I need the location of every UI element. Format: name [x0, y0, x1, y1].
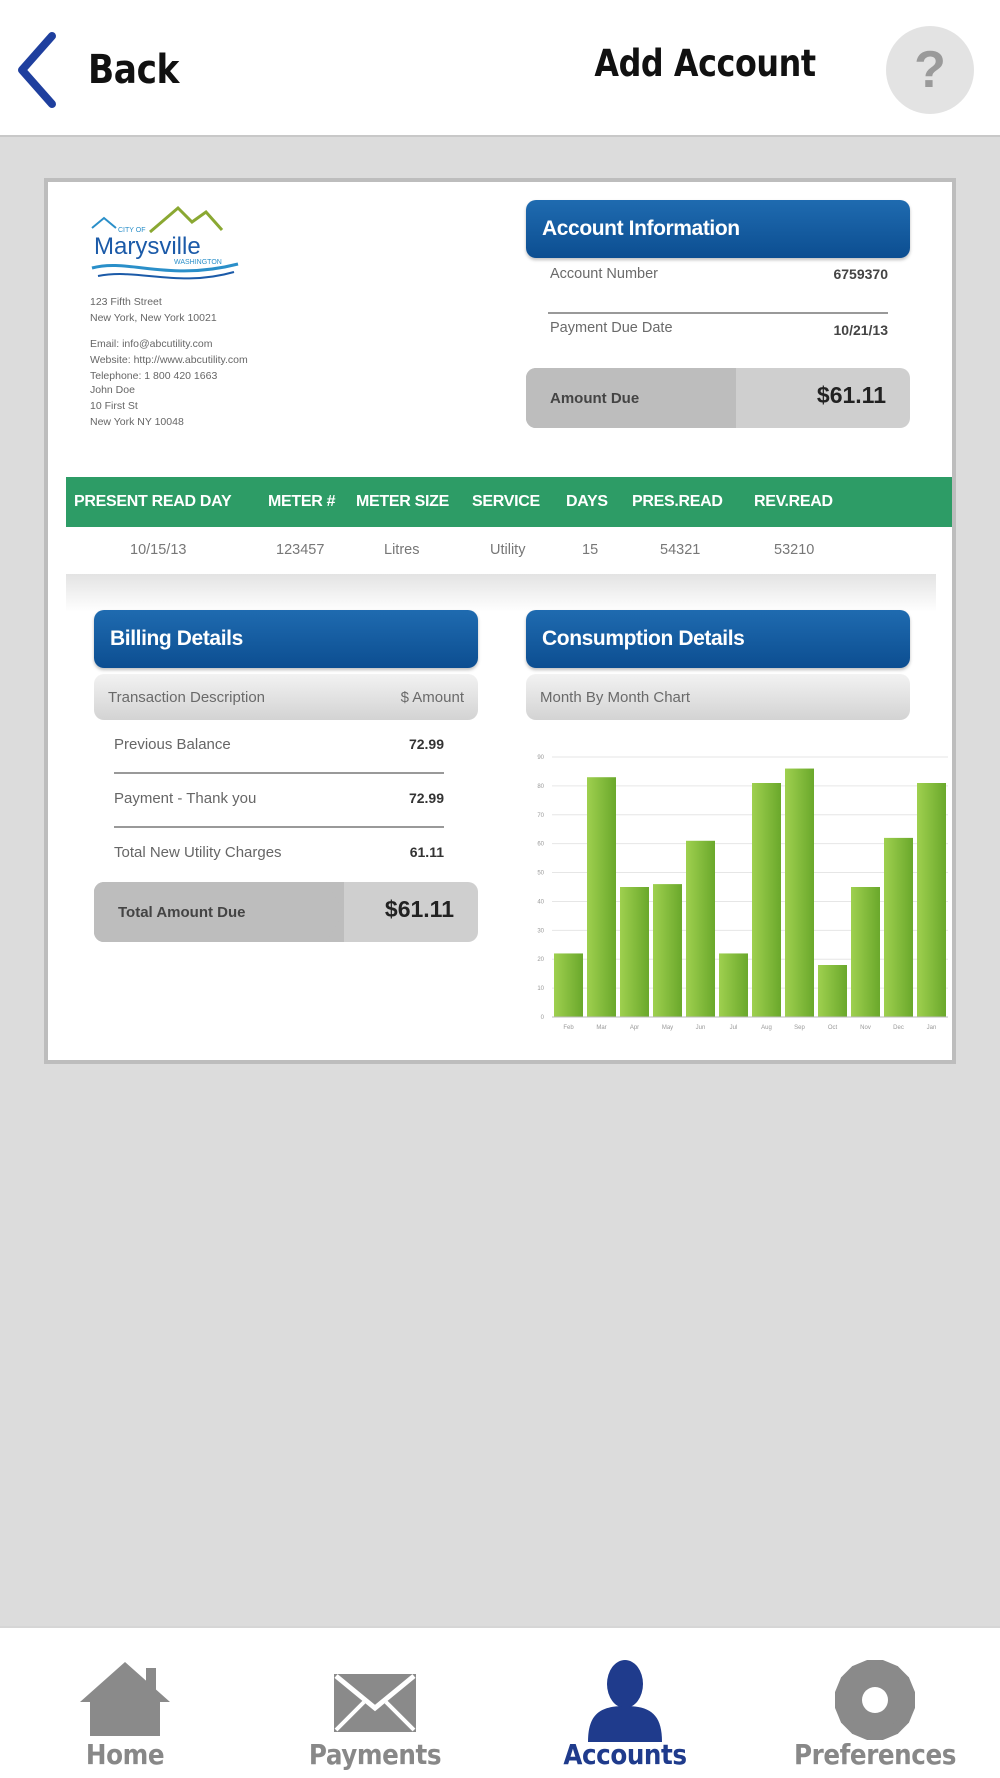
description-col-header: Transaction Description: [108, 688, 266, 706]
chart-bar: [554, 953, 583, 1017]
meter-col-header: PRES.READ: [632, 493, 723, 510]
tab-label: Preferences: [794, 1738, 956, 1771]
meter-cell: 15: [582, 542, 599, 558]
meter-cell: 123457: [276, 542, 325, 558]
meter-cell: Litres: [384, 542, 420, 558]
amount-due-label: Amount Due: [550, 390, 640, 407]
meter-cell: 53210: [774, 542, 815, 558]
utility-contact: Email: info@abcutility.com Website: http://www.abcutility.com Telephone: 1 800 420 1663: [90, 338, 248, 382]
chart-bar: [686, 841, 715, 1017]
billing-row: Payment - Thank you 72.99: [114, 790, 444, 807]
chart-bar: [620, 887, 649, 1017]
tab-label: Accounts: [563, 1738, 687, 1771]
chart-bar: [818, 965, 847, 1017]
meter-table-header: [66, 477, 952, 527]
meter-col-header: METER SIZE: [356, 493, 450, 510]
logo-line2: Marysville: [94, 233, 201, 260]
x-tick-label: Jun: [695, 1025, 706, 1031]
chart-bar: [719, 953, 748, 1017]
x-tick-label: Nov: [860, 1025, 871, 1031]
billing-row: Previous Balance 72.99: [114, 736, 444, 753]
billing-table-header: [94, 674, 478, 720]
total-amount-due-label: Total Amount Due: [118, 904, 246, 921]
y-tick-label: 90: [537, 755, 544, 761]
meter-cell: 54321: [660, 542, 701, 558]
bottom-nav: [0, 1626, 1000, 1778]
chart-bar: [653, 884, 682, 1017]
tab-preferences[interactable]: [750, 1628, 1000, 1778]
billing-details-heading: Billing Details: [94, 610, 478, 668]
y-tick-label: 60: [537, 841, 544, 848]
bill-preview: [44, 178, 956, 1064]
meter-col-header: PRESENT READ DAY: [74, 493, 232, 510]
logo-line1: CITY OF: [118, 227, 146, 234]
meter-cell: Utility: [490, 542, 526, 558]
amount-due-value: $61.11: [816, 382, 886, 408]
person-icon: [570, 1654, 680, 1744]
meter-col-header: DAYS: [566, 493, 608, 510]
home-icon: [70, 1654, 180, 1744]
envelope-icon: [320, 1654, 430, 1744]
x-tick-label: Aug: [761, 1025, 772, 1031]
meter-cell: 10/15/13: [130, 542, 187, 558]
x-tick-label: Sep: [794, 1025, 805, 1031]
back-label: Back: [88, 47, 179, 93]
x-tick-label: Feb: [563, 1025, 574, 1031]
meter-col-header: SERVICE: [472, 493, 540, 510]
total-amount-due-box: [94, 882, 478, 942]
x-tick-label: Apr: [629, 1025, 640, 1031]
section-divider: [66, 574, 936, 612]
chart-bar: [851, 887, 880, 1017]
x-tick-label: Oct: [827, 1025, 838, 1031]
chart-bar: [587, 777, 616, 1017]
tab-label: Payments: [308, 1738, 442, 1771]
page-title: Add Account: [594, 42, 816, 85]
tab-home[interactable]: [0, 1628, 250, 1778]
divider: [114, 826, 444, 828]
chart-bar: [917, 783, 946, 1017]
y-tick-label: 30: [537, 928, 544, 935]
y-tick-label: 0: [540, 1015, 544, 1021]
y-tick-label: 70: [537, 812, 544, 819]
y-tick-label: 10: [537, 986, 544, 993]
x-tick-label: Mar: [596, 1025, 607, 1031]
marysville-logo: [88, 204, 244, 284]
help-button[interactable]: ?: [886, 26, 974, 114]
x-tick-label: Dec: [893, 1025, 904, 1031]
due-date-label: Payment Due Date: [550, 320, 673, 336]
due-date-value: 10/21/13: [833, 322, 888, 338]
billing-row: Total New Utility Charges 61.11: [114, 844, 444, 861]
gear-icon: [820, 1654, 930, 1744]
chart-bar: [884, 838, 913, 1017]
y-tick-label: 20: [537, 957, 544, 964]
consumption-details-heading: Consumption Details: [526, 610, 910, 668]
account-info-heading: Account Information: [526, 200, 910, 258]
consumption-bar-chart: [518, 747, 954, 1047]
consumption-subheader: [526, 674, 910, 720]
y-tick-label: 80: [537, 783, 544, 790]
x-tick-label: May: [661, 1025, 674, 1031]
tab-accounts[interactable]: [500, 1628, 750, 1778]
logo-line3: WASHINGTON: [174, 259, 222, 266]
account-number-value: 6759370: [833, 266, 888, 282]
x-tick-label: Jan: [926, 1025, 937, 1031]
tab-label: Home: [85, 1738, 165, 1771]
divider: [548, 312, 888, 314]
back-button[interactable]: [14, 30, 194, 110]
chart-bar: [752, 783, 781, 1017]
divider: [114, 772, 444, 774]
utility-address: 123 Fifth Street New York, New York 10021: [90, 296, 217, 324]
top-bar: [0, 0, 1000, 137]
chart-subheading: Month By Month Chart: [540, 688, 691, 706]
amount-due-box: [526, 368, 910, 428]
account-number-label: Account Number: [550, 266, 658, 282]
amount-col-header: $ Amount: [400, 688, 464, 706]
customer-address: John Doe 10 First St New York NY 10048: [90, 384, 184, 428]
total-amount-due-value: $61.11: [384, 896, 454, 922]
x-tick-label: Jul: [729, 1025, 738, 1031]
y-tick-label: 40: [537, 899, 544, 906]
meter-col-header: METER #: [268, 493, 336, 510]
y-tick-label: 50: [537, 870, 544, 877]
chart-bar: [785, 769, 814, 1017]
meter-col-header: REV.READ: [754, 493, 833, 510]
chevron-left-icon: [14, 30, 64, 110]
tab-payments[interactable]: [250, 1628, 500, 1778]
